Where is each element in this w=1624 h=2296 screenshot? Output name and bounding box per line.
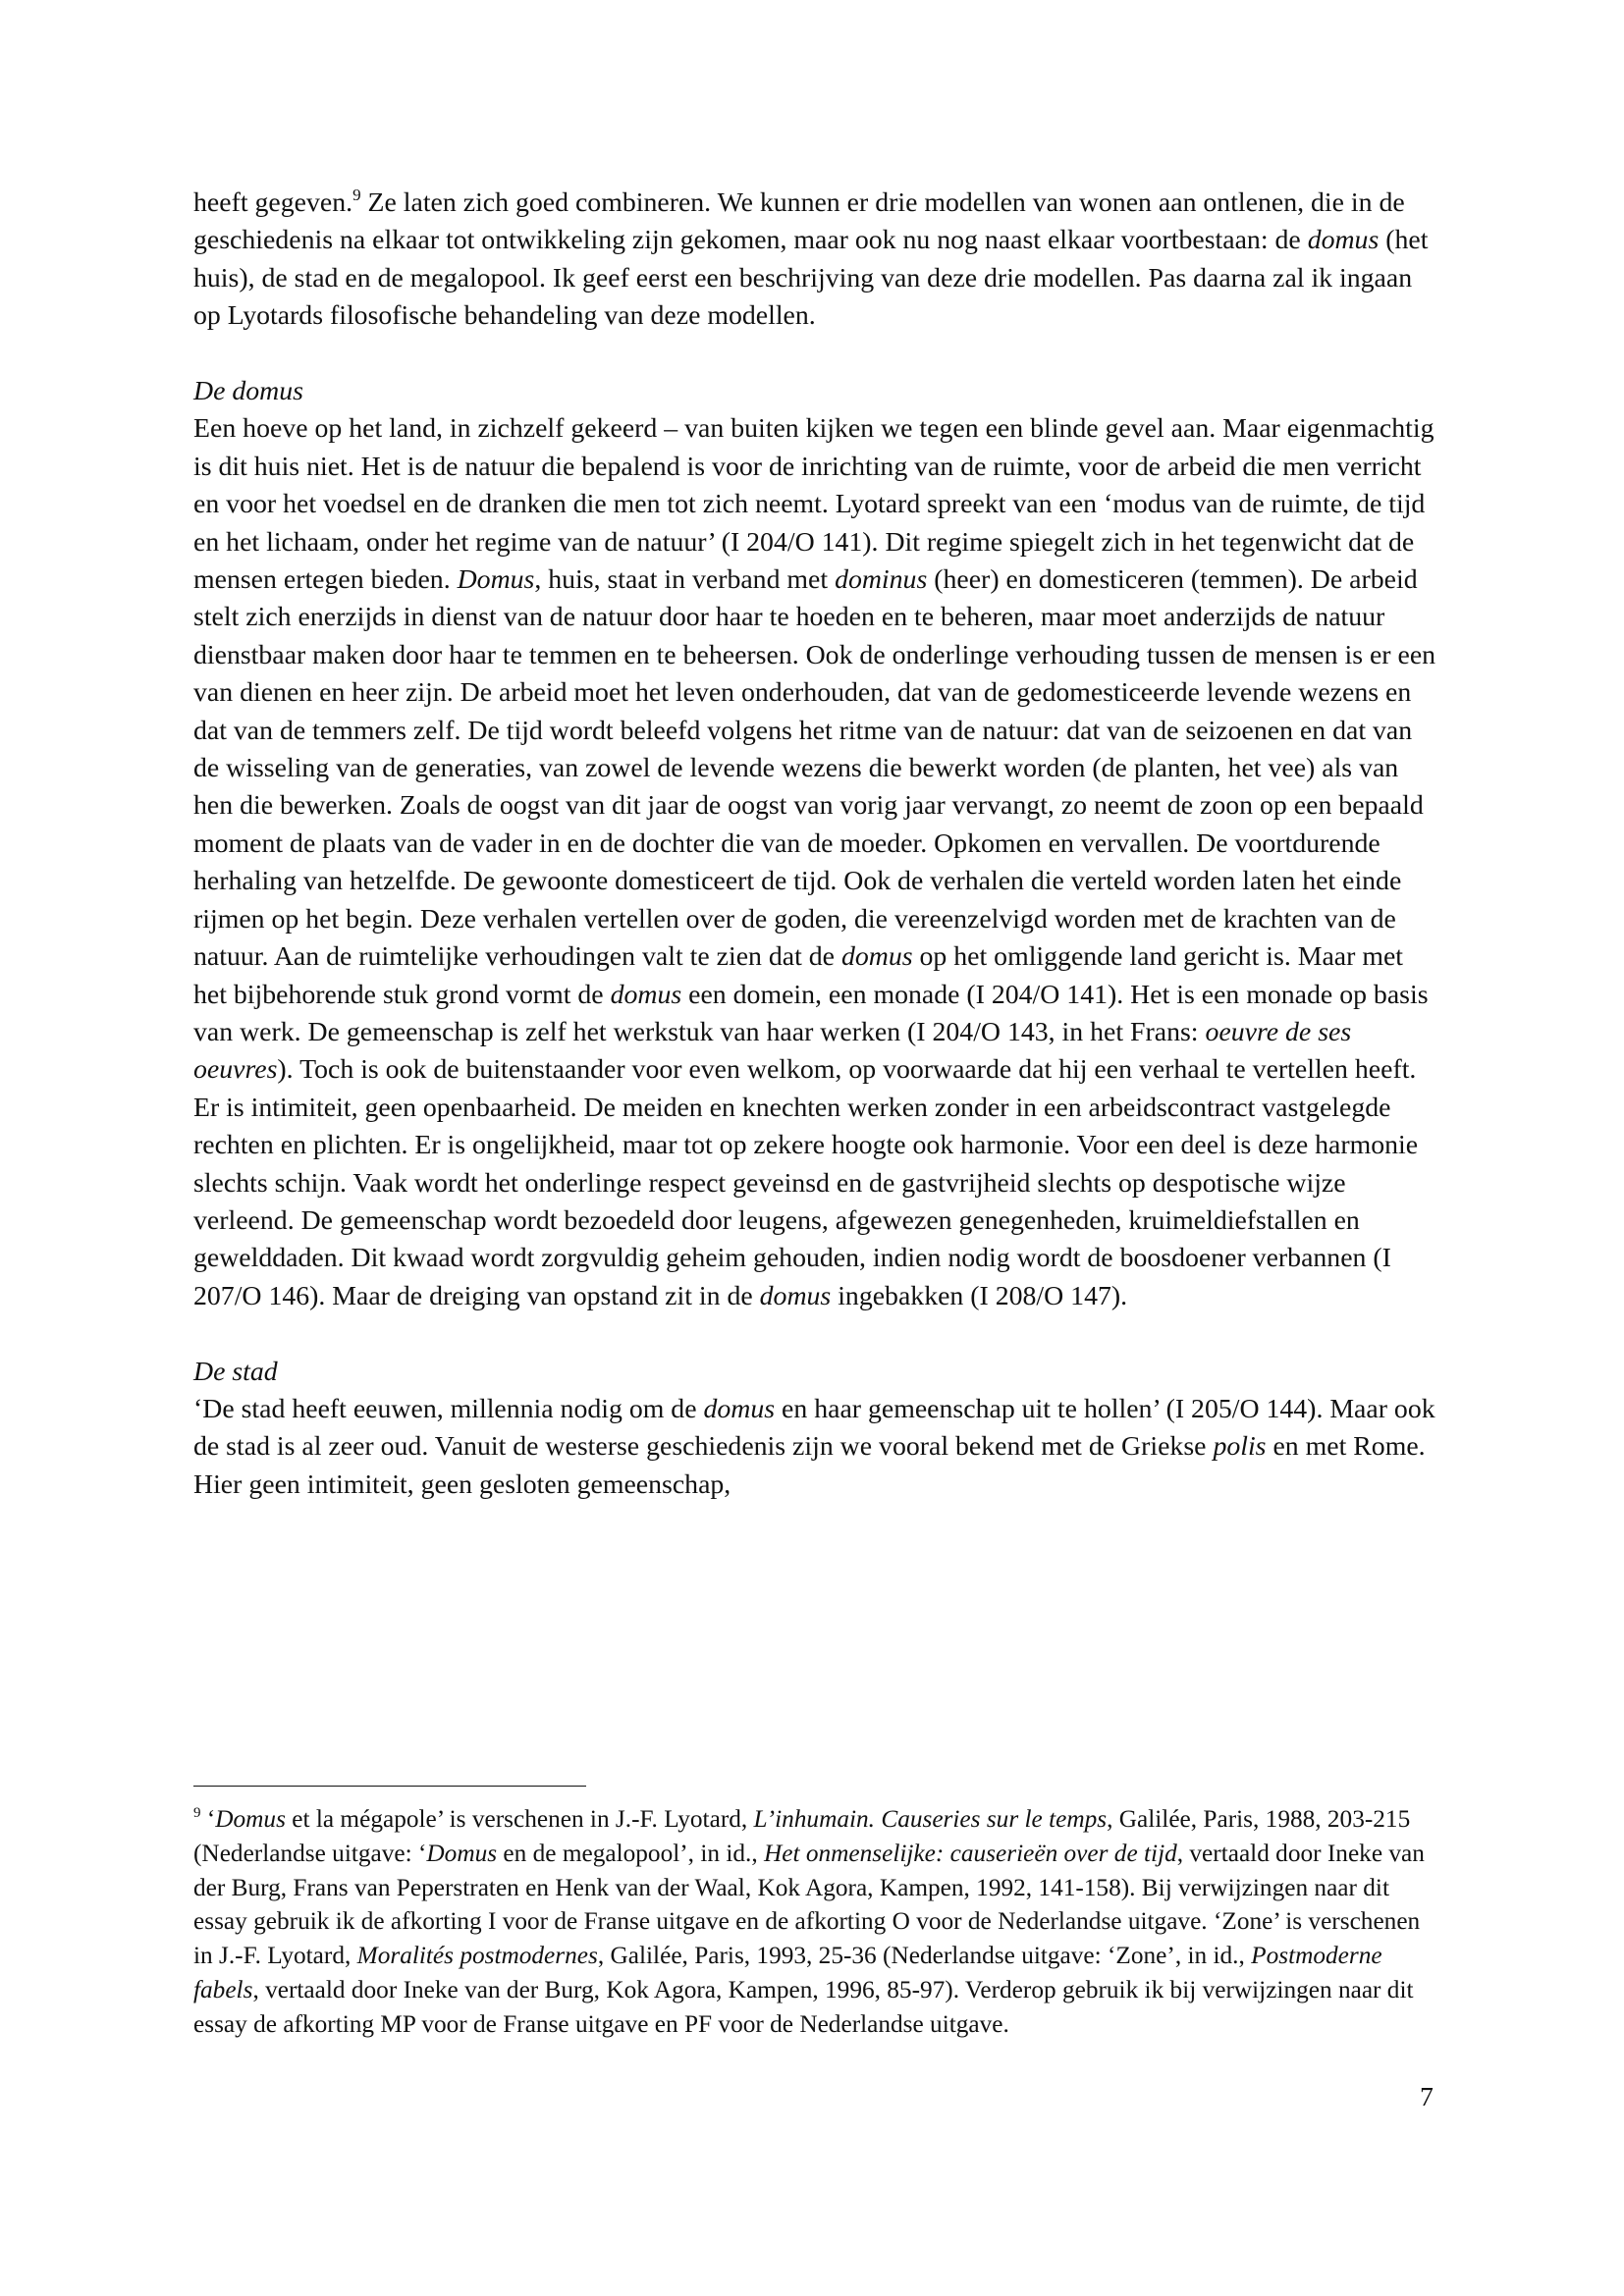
section-heading-stad: De stad: [193, 1356, 278, 1387]
page-number: 7: [1420, 2082, 1434, 2112]
page-body: [193, 185, 1440, 1504]
intro-paragraph: heeft gegeven.$^9$ Ze laten zich goed combineren. We kunnen er drie modellen van wonen aan ontlenen, die in de geschiedenis na elkaar tot ontwikkeling zijn gekomen, maar ook nu nog naast elkaar voortbestaan: de domus (het huis), de stad en de megalopool. Ik geef eerst een beschrijving van deze drie modellen. Pas daarna zal ik ingaan op Lyotards filosofische behandeling van deze modellen.: [193, 186, 1429, 332]
italic-term: domus: [759, 1280, 832, 1311]
section-heading-domus: De domus: [193, 376, 303, 407]
stad-paragraph: ‘De stad heeft eeuwen, millennia nodig om de domus en haar gemeenschap uit te hollen’ (I 205/O 144). Maar ook de stad is al zeer oud. Vanuit de westerse geschiedenis zijn we vooral bekend met de Griekse polis en met Rome. Hier geen intimiteit, geen gesloten gemeenschap,: [193, 1393, 1435, 1500]
italic-term: domus: [1307, 225, 1380, 256]
italic-term: domus: [840, 941, 913, 973]
paragraph-gap: [193, 336, 1440, 373]
italic-term: Domus: [457, 564, 535, 596]
footnote-marker: 9: [193, 1805, 201, 1821]
footnote-9: $^9$ ‘Domus et la mégapole’ is verschenen in J.-F. Lyotard, L’inhumain. Causeries sur le temps, Galilée, Paris, 1988, 203-215 (Nederlandse uitgave: ‘Domus en de megalopool’, in id., Het onmenselijke: causerieën over de tijd, vertaald door Ineke van der Burg, Frans van Peperstraten en Henk van der Waal, Kok Agora, Kampen, 1992, 141-158). Bij verwijzingen naar dit essay gebruik ik de afkorting I voor de Franse uitgave en de afkorting O voor de Nederlandse uitgave. ‘Zone’ is verschenen in J.-F. Lyotard, Moralités postmodernes, Galilée, Paris, 1993, 25-36 (Nederlandse uitgave: ‘Zone’, in id., Postmoderne fabels, vertaald door Ineke van der Burg, Kok Agora, Kampen, 1996, 85-97). Verderop gebruik ik bij verwijzingen naar dit essay de afkorting MP voor de Franse uitgave en PF voor de Nederlandse uitgave.: [193, 1805, 1425, 2038]
italic-term: Domus: [426, 1839, 498, 1867]
italic-term: domus: [610, 979, 682, 1010]
italic-term: oeuvre de ses oeuvres: [193, 1016, 1352, 1086]
footnote-marker: 9: [352, 186, 361, 204]
italic-term: Postmoderne fabels: [193, 1942, 1382, 2003]
italic-term: Moralités postmodernes: [356, 1942, 598, 1970]
italic-term: Domus: [215, 1805, 286, 1833]
footnote-divider: [193, 1786, 586, 1787]
italic-term: Het onmenselijke: causerieën over de tijd: [763, 1839, 1177, 1867]
italic-term: polis: [1213, 1431, 1267, 1463]
italic-term: dominus: [835, 564, 928, 596]
paragraph-gap: [193, 1315, 1440, 1353]
italic-term: L’inhumain. Causeries sur le temps: [753, 1805, 1108, 1833]
italic-term: domus: [703, 1393, 776, 1424]
domus-paragraph: Een hoeve op het land, in zichzelf gekeerd – van buiten kijken we tegen een blinde gevel aan. Maar eigenmachtig is dit huis niet. Het is de natuur die bepalend is voor de inrichting van de ruimte, voor de arbeid die men verricht en voor het voedsel en de dranken die men tot zich neemt. Lyotard spreekt van een ‘modus van de ruimte, de tijd en het lichaam, onder het regime van de natuur’ (I 204/O 141). Dit regime spiegelt zich in het tegenwicht dat de mensen ertegen bieden. Domus, huis, staat in verband met dominus (heer) en domesticeren (temmen). De arbeid stelt zich enerzijds in dienst van de natuur door haar te hoeden en te beheren, maar moet anderzijds de natuur dienstbaar maken door haar te temmen en te beheersen. Ook de onderlinge verhouding tussen de mensen is er een van dienen en heer zijn. De arbeid moet het leven onderhouden, dat van de gedomesticeerde levende wezens en dat van de temmers zelf. De tijd wordt beleefd volgens het ritme van de natuur: dat van de seizoenen en dat van de wisseling van de generaties, van zowel de levende wezens die bewerkt worden (de planten, het vee) als van hen die bewerken. Zoals de oogst van dit jaar de oogst van vorig jaar vervangt, zo neemt de zoon op een bepaald moment de plaats van de vader in en de dochter die van de moeder. Opkomen en vervallen. De voortdurende herhaling van hetzelfde. De gewoonte domesticeert de tijd. Ook de verhalen die verteld worden laten het einde rijmen op het begin. Deze verhalen vertellen over de goden, die vereenzelvigd worden met de krachten van de natuur. Aan de ruimtelijke verhoudingen valt te zien dat de domus op het omliggende land gericht is. Maar met het bijbehorende stuk grond vormt de domus een domein, een monade (I 204/O 141). Het is een monade op basis van werk. De gemeenschap is zelf het werkstuk van haar werken (I 204/O 143, in het Frans: oeuvre de ses oeuvres). Toch is ook de buitenstaander voor even welkom, op voorwaarde dat hij een verhaal te vertellen heeft. Er is intimiteit, geen openbaarheid. De meiden en knechten werken zonder in een arbeidscontract vastgelegde rechten en plichten. Er is ongelijkheid, maar tot op zekere hoogte ook harmonie. Voor een deel is deze harmonie slechts schijn. Vaak wordt het onderlinge respect geveinsd en de gastvrijheid slechts op despotische wijze verleend. De gemeenschap wordt bezoedeld door leugens, afgewezen genegenheden, kruimeldiefstallen en gewelddaden. Dit kwaad wordt zorgvuldig geheim gehouden, indien nodig wordt de boosdoener verbannen (I 207/O 146). Maar de dreiging van opstand zit in de domus ingebakken (I 208/O 147).: [193, 413, 1436, 1311]
